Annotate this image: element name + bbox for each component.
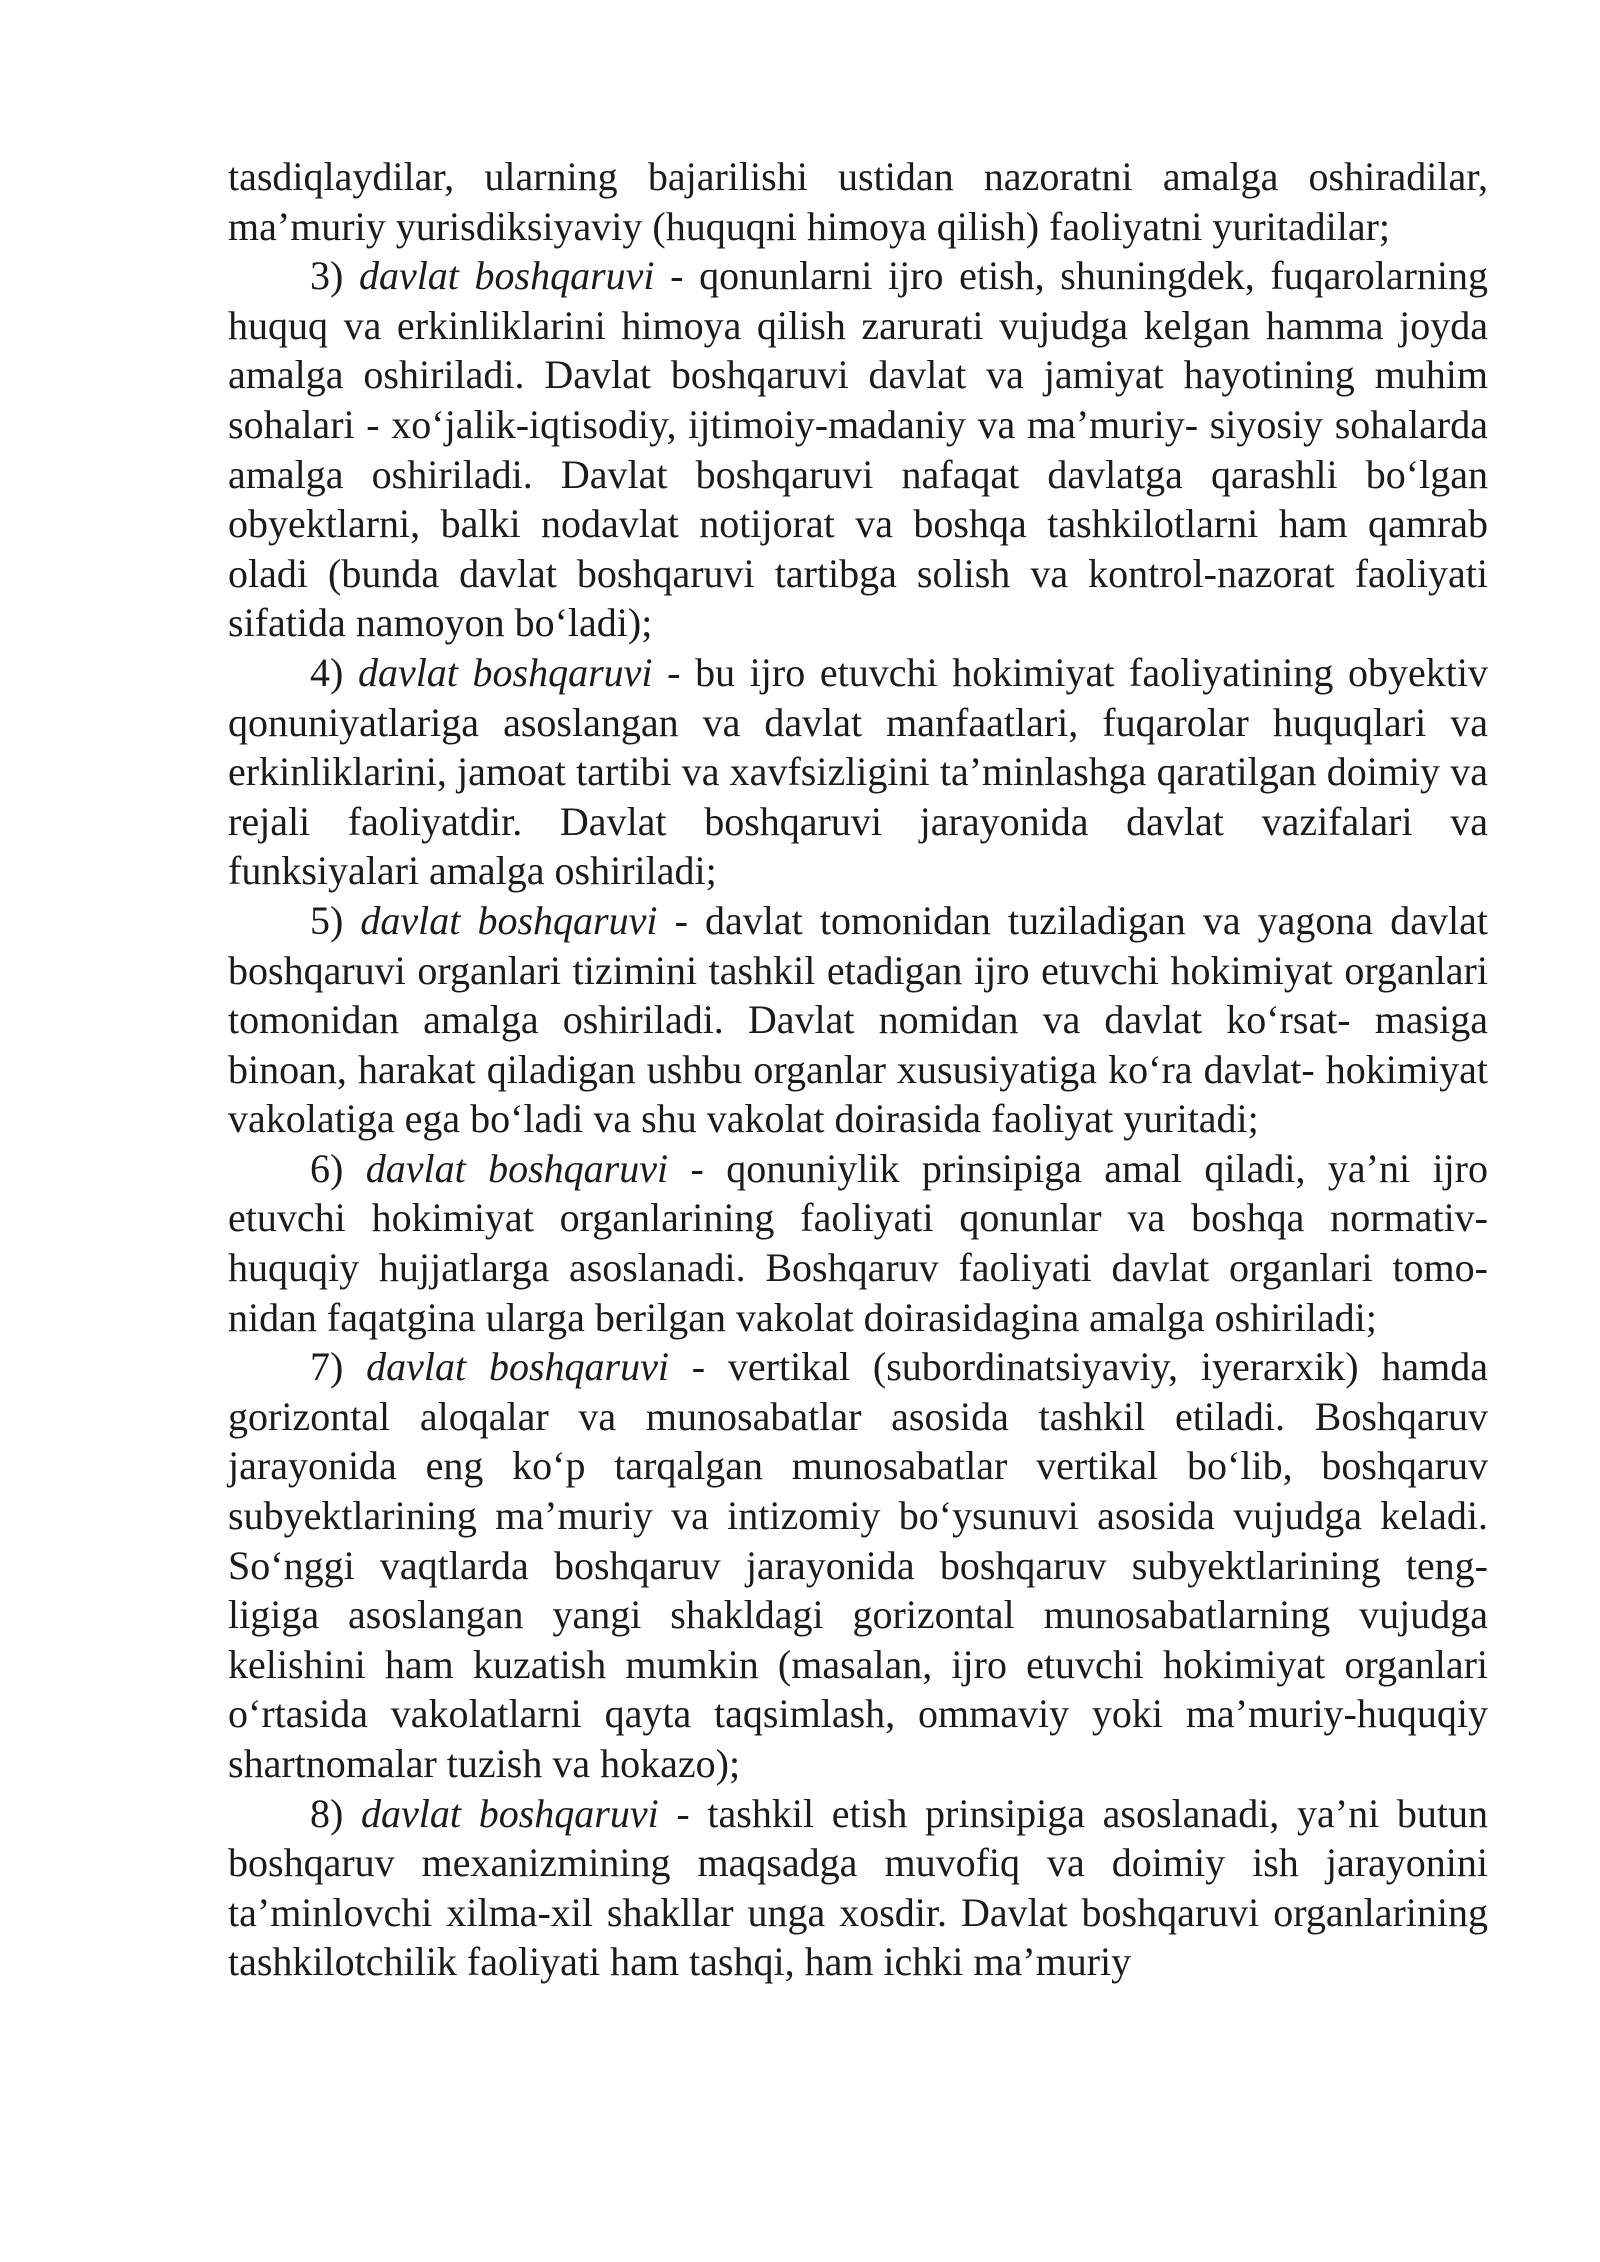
list-item-7 (228, 1342, 1488, 1788)
list-item-3 (228, 251, 1488, 648)
list-item-4 (228, 648, 1488, 896)
item-number: 4) (310, 649, 358, 695)
item-text: - tashkil etish prinsipiga asoslanadi, ya’ni butun boshqaruv mexanizmining maqsadga muvofiq va doimiy ish jarayonini ta’minlovchi xilma-xil shakllar unga xosdir. Davlat boshqaruvi organlarining tashkilotchilik faoliyati ham tashqi, ham ichki ma’muriy (228, 1790, 1488, 1985)
item-text: - vertikal (subordinatsiyaviy, iyerarxik) hamda gorizontal aloqalar va munosabatlar asosida tashkil etiladi. Boshqaruv jarayonida eng ko‘p tarqalgan munosabatlar vertikal bo‘lib, boshqaruv subyektlarining ma’muriy va intizomiy bo‘ysunuvi asosida vujudga keladi. So‘nggi vaqtlarda boshqaruv jarayonida boshqaruv subyektlarining teng- ligiga asoslangan yangi shakldagi gorizontal munosabatlarning vujudga kelishini ham kuzatish mumkin (masalan, ijro etuvchi hokimiyat organlari o‘rtasida vakolatlarni qayta taqsimlash, ommaviy yoki ma’muriy-huquqiy shartnomalar tuzish va hokazo); (228, 1344, 1488, 1786)
list-item-5 (228, 896, 1488, 1144)
item-text: - bu ijro etuvchi hokimiyat faoliyatining obyektiv qonuniyatlariga asoslangan va davlat manfaatlari, fuqarolar huquqlari va erkinliklarini, jamoat tartibi va xavfsizligini ta’minlashga qaratilgan doimiy va rejali faoliyatdir. Davlat boshqaruvi jarayonida davlat vazifalari va funksiyalari amalga oshiriladi; (228, 649, 1488, 894)
item-number: 7) (310, 1344, 367, 1390)
item-number: 3) (310, 253, 359, 299)
item-term: davlat boshqaruvi (358, 253, 655, 299)
paragraph-continuation (228, 152, 1488, 251)
list-item-6 (228, 1144, 1488, 1342)
item-term: davlat boshqaruvi (366, 1344, 669, 1390)
item-text: - qonunlarni ijro etish, shuningdek, fuqarolarning huquq va erkinliklarini himoya qilish zarurati vujudga kelgan hamma joyda amalga oshiriladi. Davlat boshqaruvi davlat va jamiyat hayotining muhim sohalari - xo‘jalik-iqtisodiy, ijtimoiy-madaniy va ma’muriy- siyosiy sohalarda amalga oshiriladi. Davlat boshqaruvi nafaqat davlatga qarashli bo‘lgan obyektlarni, balki nodavlat notijorat va boshqa tashkilotlarni ham qamrab oladi (bunda davlat boshqaruvi tartibga solish va kontrol-nazorat faoliyati sifatida namoyon bo‘ladi); (228, 253, 1489, 646)
document-page (228, 152, 1488, 1987)
item-term: davlat boshqaruvi (361, 1790, 659, 1836)
item-term: davlat boshqaruvi (357, 649, 653, 695)
paragraph-text: tasdiqlaydilar, ularning bajarilishi ustidan nazoratni amalga oshiradilar, ma’muriy yurisdiksiyaviy (huquqni himoya qilish) faoliyatni yuritadilar; (228, 154, 1488, 249)
item-term: davlat boshqaruvi (360, 897, 658, 943)
item-text: - davlat tomonidan tuziladigan va yagona davlat boshqaruvi organlari tizimini tashkil etadigan ijro etuvchi hokimiyat organlari tomonidan amalga oshiriladi. Davlat nomidan va davlat ko‘rsat- masiga binoan, harakat qiladigan ushbu organlar xususiyatiga ko‘ra davlat- hokimiyat vakolatiga ega bo‘ladi va shu vakolat doirasida faoliyat yuritadi; (228, 897, 1489, 1142)
item-text: - qonuniylik prinsipiga amal qiladi, ya’ni ijro etuvchi hokimiyat organlarining faoliyati qonunlar va boshqa normativ-huquqiy hujjatlarga asoslanadi. Boshqaruv faoliyati davlat organlari tomo- nidan faqatgina ularga berilgan vakolat doirasidagina amalga oshiriladi; (228, 1145, 1489, 1340)
item-term: davlat boshqaruvi (365, 1145, 669, 1191)
item-number: 8) (310, 1790, 362, 1836)
list-item-8 (228, 1789, 1488, 1987)
item-number: 6) (310, 1145, 366, 1191)
item-number: 5) (310, 897, 361, 943)
